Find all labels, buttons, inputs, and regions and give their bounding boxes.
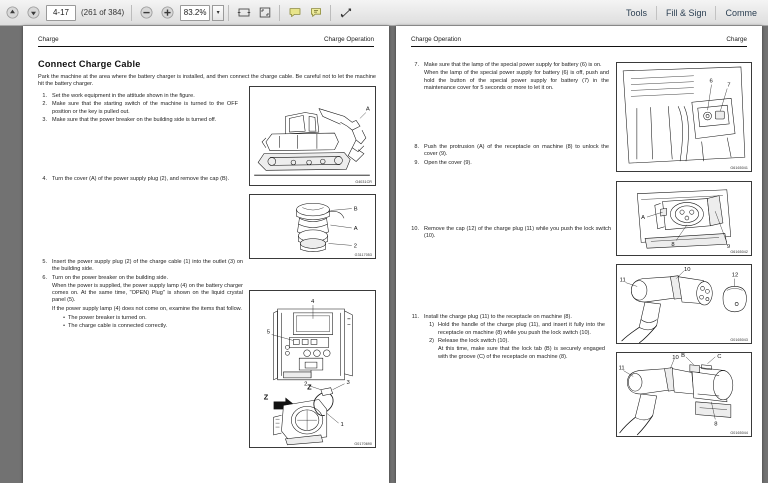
- page-count-label: (261 of 384): [81, 8, 125, 17]
- bullet-text: The power breaker is turned on.: [68, 314, 147, 321]
- steps-8-9-list: [409, 144, 609, 168]
- step-number: 4.: [42, 176, 47, 182]
- substep-number: 1): [429, 322, 434, 329]
- special-power-supply-illustration: [617, 63, 751, 171]
- step-number: 5.: [42, 259, 47, 265]
- step-number: 1.: [42, 93, 47, 99]
- figure-power-supply-plug: [249, 194, 376, 259]
- direction-label: Z: [307, 382, 312, 392]
- plus-icon: [161, 6, 174, 19]
- figure-code: G3117053: [354, 253, 372, 257]
- receptacle-cover-illustration: [617, 182, 751, 255]
- step-7-paragraph: When the lamp of the special power supply for battery (6) is off, push and hold the button of the special power supply for battery (7) in the maintenance cover for 5 seconds or more to let it on.: [424, 70, 609, 91]
- highlight-text-button[interactable]: [306, 3, 325, 22]
- list-item: [423, 322, 611, 336]
- figure-special-power-supply: [616, 62, 752, 172]
- step-text: Insert the power supply plug (2) of the charge cable (1) into the outlet (3) on the building side.: [52, 259, 243, 273]
- step-11-block: [405, 314, 611, 362]
- callout-label: 4: [311, 299, 315, 306]
- step-7-block: [409, 62, 609, 93]
- pdf-toolbar: [0, 0, 768, 26]
- fit-page-icon: [258, 6, 272, 19]
- list-item: [38, 176, 238, 183]
- bullet-dot-icon: •: [63, 322, 65, 329]
- pdf-viewer-area[interactable]: [0, 26, 768, 483]
- list-item: [38, 101, 238, 115]
- zoom-in-button[interactable]: [158, 3, 177, 22]
- fit-page-button[interactable]: [255, 3, 274, 22]
- toolbar-separator-2: [228, 5, 229, 21]
- figure-code: G0165044: [730, 431, 748, 435]
- previous-page-button[interactable]: [3, 3, 22, 22]
- step-text: Turn on the power breaker on the building side.: [52, 274, 169, 281]
- page-number-input[interactable]: 4-17: [46, 5, 76, 21]
- add-comment-button[interactable]: [285, 3, 304, 22]
- figure-charge-plug-cap: [616, 264, 752, 344]
- running-head-left-text: Charge Operation: [411, 36, 462, 43]
- page-title: Connect Charge Cable: [38, 59, 141, 69]
- step-text: Push the protrusion (A) of the receptacle on machine (8) to unlock the cover (9).: [424, 144, 609, 158]
- callout-label: 7: [727, 82, 731, 89]
- step-number: 9.: [414, 159, 419, 166]
- steps-5-6-list: [38, 259, 243, 331]
- callout-label: B: [353, 206, 358, 213]
- fit-width-button[interactable]: [234, 3, 253, 22]
- running-head-left: [38, 36, 374, 47]
- toolbar-separator-3: [279, 5, 280, 21]
- power-supply-plug-illustration: [250, 195, 375, 258]
- step-6-paragraph-1: When the power is supplied, the power supply lamp (4) on the battery charger comes on. At the same time, "OPEN) Plug" is shown on the liquid crystal panel (5).: [52, 282, 243, 304]
- step-text: Set the work equipment in the attitude shown in the figure.: [52, 93, 195, 99]
- figure-receptacle-cover: [616, 181, 752, 256]
- callout-label: 11: [618, 365, 625, 372]
- bullet-text: The charge cable is connected correctly.: [68, 322, 168, 329]
- figure-plug-installed: [616, 352, 752, 437]
- battery-charger-illustration: [250, 291, 375, 447]
- callout-label: 8: [671, 242, 675, 249]
- substep-number: 2): [429, 337, 434, 344]
- step-6-paragraph-2: If the power supply lamp (4) does not come on, examine the items that follow.: [52, 305, 242, 312]
- toolbar-right-group: [617, 0, 766, 25]
- highlight-icon: [309, 6, 323, 19]
- substep-text: Release the lock switch (10).: [438, 337, 509, 344]
- callout-label: C: [717, 353, 722, 360]
- zoom-dropdown-button[interactable]: [212, 5, 224, 21]
- list-item: [38, 259, 243, 273]
- toolbar-separator-4: [330, 5, 331, 21]
- callout-label: A: [641, 214, 646, 221]
- list-item: [38, 117, 238, 124]
- callout-label: 11: [619, 277, 626, 284]
- step-text: Make sure that the power breaker on the building side is turned off.: [52, 116, 217, 123]
- callout-label: 10: [684, 266, 691, 273]
- excavator-illustration: [250, 87, 375, 185]
- minus-icon: [140, 6, 153, 19]
- running-head-right: [411, 36, 747, 47]
- step-number: 7.: [414, 62, 419, 68]
- list-item: [409, 144, 609, 158]
- step-10-block: [405, 226, 611, 242]
- callout-label: 3: [346, 379, 350, 386]
- zoom-out-button[interactable]: [137, 3, 156, 22]
- figure-battery-charger: [249, 290, 376, 448]
- substep-text: Hold the handle of the charge plug (11), and insert it fully into the receptacle on machine (8) while you push the lock switch (10).: [438, 322, 605, 336]
- figure-excavator-attitude: [249, 86, 376, 186]
- running-head-left-text: Charge: [38, 36, 59, 43]
- callout-label: 2: [304, 381, 308, 388]
- callout-label: A: [365, 106, 370, 113]
- step-number: 10.: [411, 226, 419, 232]
- step-text: Make sure that the lamp of the special power supply for battery (6) is on.: [424, 62, 602, 68]
- step-text: Open the cover (9).: [424, 159, 472, 166]
- figure-code: G6165041: [730, 166, 748, 170]
- bullet-dot-icon: •: [63, 314, 65, 321]
- intro-paragraph: Park the machine at the area where the battery charger is installed, and then connect the charge cable. Be careful not to let the machine hit the battery charger.: [38, 74, 376, 88]
- comment-balloon-icon: [288, 6, 302, 19]
- step-number: 3.: [42, 116, 47, 123]
- figure-code: G0170690: [354, 442, 372, 446]
- list-item: [423, 338, 611, 345]
- running-head-right-text: Charge Operation: [323, 36, 374, 43]
- callout-label: 2: [353, 243, 357, 250]
- figure-code: G4031CR: [355, 180, 372, 184]
- list-item: [409, 62, 609, 69]
- list-item: [60, 315, 243, 322]
- document-page-left: [23, 26, 389, 483]
- running-head-right-text: Charge: [726, 36, 747, 43]
- charge-plug-cap-illustration: [617, 265, 751, 343]
- step-number: 11.: [411, 314, 419, 320]
- zoom-level-input[interactable]: 83.2%: [180, 5, 210, 21]
- figure-code: G0165043: [730, 338, 748, 342]
- list-item: [405, 314, 611, 321]
- callout-label: 9: [726, 244, 731, 251]
- next-page-button[interactable]: [24, 3, 43, 22]
- fit-width-icon: [237, 6, 251, 19]
- figure-code: G6165042: [730, 250, 748, 254]
- step-11-note: At this time, make sure that the lock tab (B) is securely engaged with the groove (C) of the receptacle on machine (8).: [438, 346, 605, 360]
- arrow-up-icon: [6, 6, 19, 19]
- direction-label: Z: [263, 392, 269, 402]
- list-item: [38, 275, 243, 282]
- toolbar-separator-1: [131, 5, 132, 21]
- steps-1-3-list: [38, 93, 238, 125]
- step-text: Remove the cap (12) of the charge plug (11) while you push the lock switch (10).: [424, 226, 611, 240]
- callout-label: A: [353, 225, 358, 232]
- document-page-right: [396, 26, 762, 483]
- arrow-down-icon: [27, 6, 40, 19]
- callout-label: 6: [709, 78, 713, 85]
- fill-and-sign-button[interactable]: Fill & Sign: [665, 7, 707, 18]
- step-6-bullets: [60, 315, 243, 330]
- callout-label: 5: [266, 329, 271, 336]
- callout-label: 1: [340, 422, 344, 429]
- callout-label: 8: [714, 421, 718, 428]
- list-item: [60, 323, 243, 330]
- chevron-down-icon: ▾: [216, 10, 220, 16]
- step-number: 8.: [414, 144, 419, 150]
- callout-label: B: [681, 353, 685, 359]
- step-number: 6.: [42, 274, 47, 281]
- fullscreen-icon: [339, 6, 353, 19]
- callout-label: 10: [672, 354, 679, 361]
- step-text: Make sure that the starting switch of the machine is turned to the OFF position or the key is pulled out.: [52, 101, 238, 115]
- step-number: 2.: [42, 101, 47, 108]
- tools-button[interactable]: Tools: [625, 7, 647, 18]
- list-item: [405, 226, 611, 240]
- list-item: [38, 93, 238, 100]
- fullscreen-button[interactable]: [336, 3, 355, 22]
- step-4-block: [38, 176, 238, 184]
- step-text: Turn the cover (A) of the power supply plug (2), and remove the cap (B).: [52, 176, 230, 182]
- callout-label: 12: [731, 272, 739, 279]
- plug-installed-illustration: [617, 353, 751, 436]
- comment-button[interactable]: Comme: [725, 7, 757, 18]
- step-text: Install the charge plug (11) to the receptacle on machine (8).: [424, 314, 572, 320]
- list-item: [409, 160, 609, 167]
